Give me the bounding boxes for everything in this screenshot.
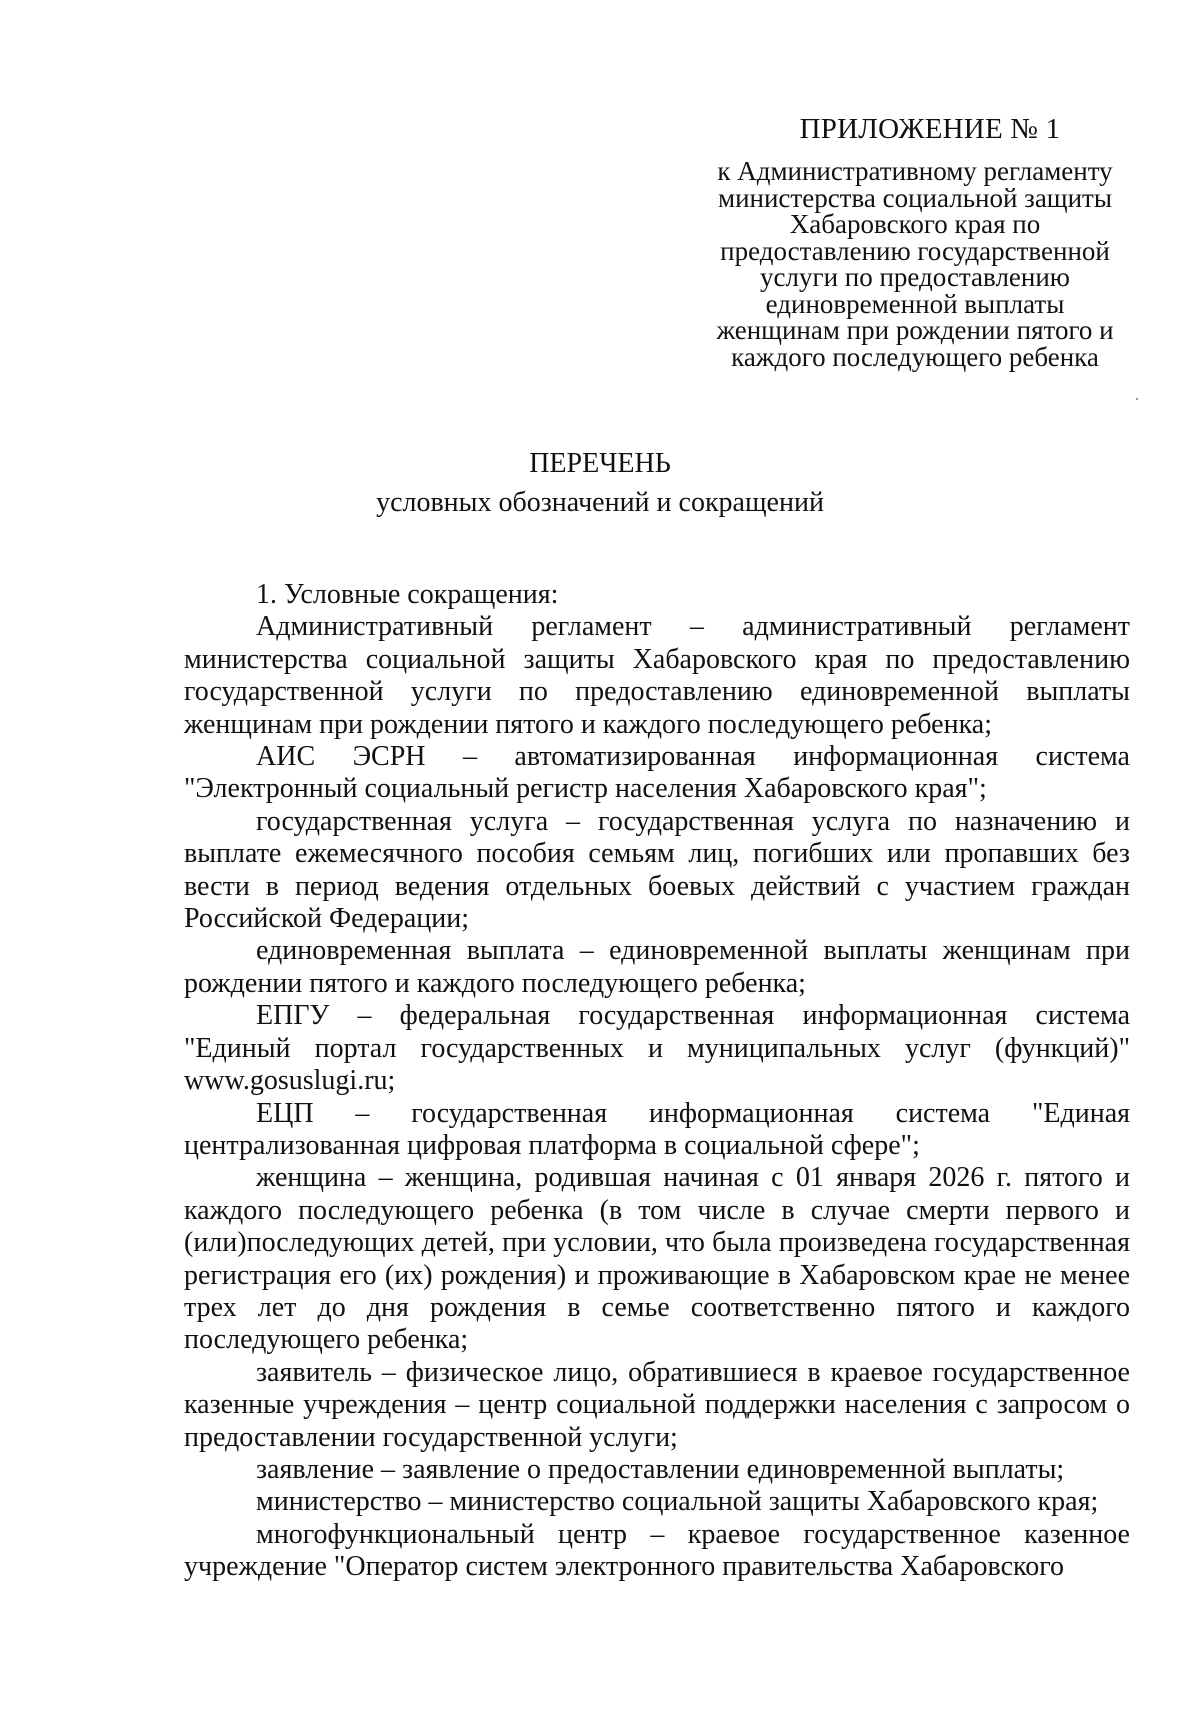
appendix-title: ПРИЛОЖЕНИЕ № 1 (799, 113, 1061, 145)
definition-paragraph: ЕПГУ – федеральная государственная информационная система "Единый портал государственных и муниципальных услуг (функций)" www.gosuslugi.ru; (184, 1000, 1130, 1097)
document-subtitle: условных обозначений и сокращений (376, 487, 824, 518)
appendix-line: к Административному регламенту (717, 156, 1113, 186)
definition-paragraph: Административный регламент – административный регламент министерства социальной защиты Хабаровского края по предоставлению государственной услуги по предоставлению единовременной выплаты женщинам при рождении пятого и каждого последующего ребенка; (184, 611, 1130, 740)
definition-paragraph: АИС ЭСРН – автоматизированная информационная система "Электронный социальный регистр населения Хабаровского края"; (184, 741, 1130, 805)
appendix-line: министерства социальной защиты (718, 182, 1112, 213)
appendix-line: предоставлению государственной (720, 235, 1110, 266)
appendix-line: каждого последующего ребенка (731, 341, 1099, 372)
document-body (184, 579, 1130, 1584)
definition-paragraph: государственная услуга – государственная услуга по назначению и выплате ежемесячного пособия семьям лиц, погибших или пропавших без вести в период ведения отдельных боевых действий с участием граждан Российской Федерации; (184, 805, 1130, 935)
scan-speck (1136, 398, 1138, 400)
appendix-line: Хабаровского края по (789, 209, 1041, 239)
definition-paragraph: заявление – заявление о предоставлении единовременной выплаты; (256, 1453, 1065, 1485)
definition-paragraph: единовременная выплата – единовременной выплаты женщинам при рождении пятого и каждого последующего ребенка; (184, 935, 1130, 999)
definition-paragraph: многофункциональный центр – краевое государственное казенное учреждение "Оператор систем электронного правительства Хабаровского (184, 1518, 1130, 1583)
appendix-header (700, 112, 1130, 370)
appendix-line: единовременной выплаты (765, 288, 1065, 319)
definition-paragraph: женщина – женщина, родившая начиная с 01 января 2026 г. пятого и каждого последующего ребенка (в том числе в случае смерти первого и (или)последующих детей, при условии, что была произведена государственная регистрация его (их) рождения) и проживающие в Хабаровском крае не менее трех лет до дня рождения в семье соответственно пятого и каждого последующего ребенка; (184, 1162, 1130, 1356)
document-title: ПЕРЕЧЕНЬ (529, 448, 671, 479)
definition-paragraph: министерство – министерство социальной защиты Хабаровского края; (256, 1486, 1099, 1518)
definition-paragraph: заявитель – физическое лицо, обратившиеся в краевое государственное казенные учреждения – центр социальной поддержки населения с запросом о предоставлении государственной услуги; (184, 1356, 1130, 1453)
appendix-line: услуги по предоставлению (760, 262, 1070, 292)
section-heading: 1. Условные сокращения: (256, 579, 559, 610)
appendix-line: женщинам при рождении пятого и (716, 315, 1114, 345)
definition-paragraph: ЕЦП – государственная информационная система "Единая централизованная цифровая платформа в социальной сфере"; (184, 1097, 1130, 1161)
